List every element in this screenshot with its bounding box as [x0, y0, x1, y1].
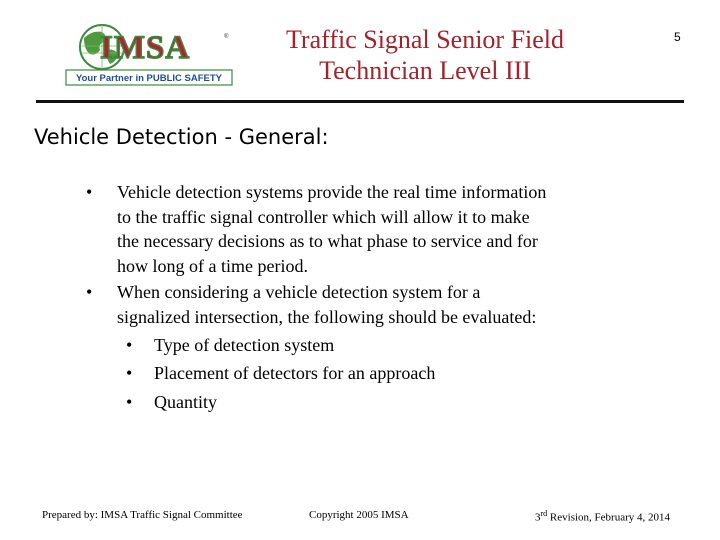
footer-copyright: Copyright 2005 IMSA [309, 509, 409, 521]
bullet-line: to the traffic signal controller which will allow it to make [117, 206, 530, 227]
sub-bullet-item [126, 333, 626, 357]
imsa-logo [62, 20, 234, 90]
bullet-icon: • [86, 182, 93, 202]
sub-bullet-item [126, 390, 626, 414]
sub-bullet-item [126, 361, 626, 385]
section-heading: Vehicle Detection - General: [34, 125, 329, 149]
bullet-icon: • [126, 335, 133, 355]
logo-wordmark: IMSA [100, 30, 191, 66]
bullet-icon: • [86, 282, 93, 302]
revision-text: Revision, February 4, 2014 [547, 511, 670, 524]
bullet-icon: • [126, 363, 133, 383]
revision-suffix: rd [540, 509, 548, 518]
footer-revision [535, 509, 670, 524]
bullet-text [117, 180, 626, 278]
sub-bullet-text: Placement of detectors for an approach [154, 363, 436, 383]
bullet-text [117, 280, 626, 329]
bullet-line: When considering a vehicle detection system for a [117, 282, 481, 302]
svg-text:®: ® [224, 34, 229, 40]
imsa-logo-graphic [62, 20, 234, 90]
title-divider [36, 100, 684, 103]
slide-number: 5 [674, 30, 681, 44]
bullet-icon: • [126, 392, 133, 412]
bullet-line: the necessary decisions as to what phase to service and for [117, 231, 538, 251]
bullet-line: how long of a time period. [117, 255, 308, 276]
bullet-item [86, 280, 626, 329]
bullet-item [86, 180, 626, 278]
slide-title-line-1: Traffic Signal Senior Field [285, 25, 565, 54]
sub-bullet-text: Type of detection system [154, 335, 335, 355]
logo-tagline: Your Partner in PUBLIC SAFETY [75, 73, 223, 84]
bullet-line: signalized intersection, the following should be evaluated: [117, 306, 537, 327]
slide-title [250, 24, 600, 86]
footer-prepared-by: Prepared by: IMSA Traffic Signal Committee [42, 509, 243, 521]
bullet-line: Vehicle detection systems provide the real time information [117, 182, 547, 202]
revision-ordinal: 3 [535, 511, 541, 524]
slide-title-line-2: Technician Level III [319, 56, 531, 85]
sub-bullet-text: Quantity [154, 392, 217, 412]
